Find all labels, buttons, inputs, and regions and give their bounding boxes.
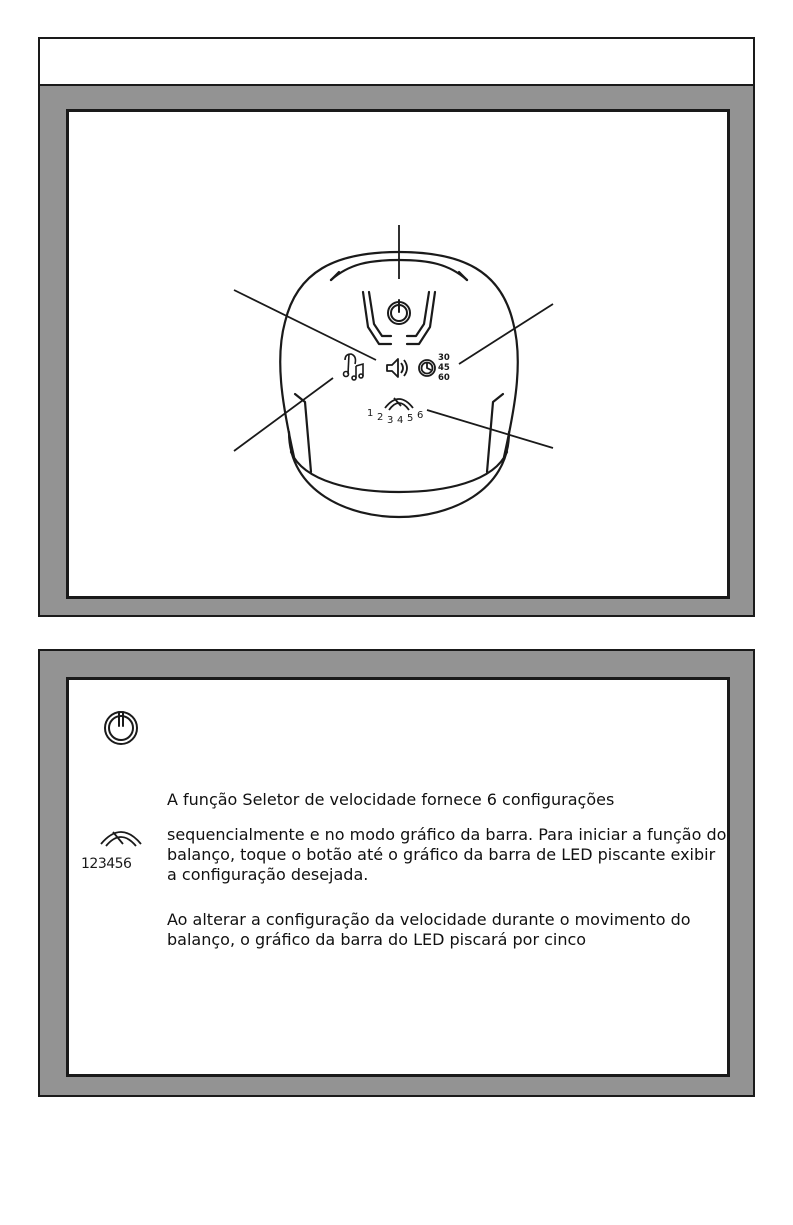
speed-number-3: 3 [387, 415, 394, 426]
speed-selector-icon [81, 822, 161, 874]
callout-line-music [234, 378, 333, 451]
speed-number-4: 4 [397, 415, 404, 426]
speed-selector-icon [385, 398, 413, 410]
power-icon-box [101, 706, 141, 750]
diagram-frame [66, 109, 730, 599]
speed-selector-numbers: 123456 [81, 856, 132, 872]
timer-icon [419, 360, 435, 376]
timer-values [438, 353, 450, 383]
intro-paragraph: A função Seletor de velocidade fornece 6 configurações [167, 790, 615, 809]
speaker-icon [387, 359, 407, 377]
speed-number-5: 5 [407, 413, 414, 424]
control-unit-diagram [69, 112, 727, 596]
callout-line-sound [234, 290, 376, 360]
music-note-icon [344, 354, 364, 380]
speed-selector-icon-box [81, 822, 161, 878]
unit-side-left [295, 394, 311, 472]
callout-line-timer [459, 304, 553, 364]
body-paragraph: sequencialmente e no modo gráfico da barra. Para iniciar a função do balanço, toque o botão até o gráfico da barra de LED piscante exibir a configuração desejada. [167, 825, 727, 884]
timer-value-30: 30 [438, 353, 450, 363]
power-icon [101, 706, 141, 746]
diagram-title-bar [40, 39, 753, 86]
diagram-panel [38, 37, 755, 617]
description-panel [38, 649, 755, 1097]
timer-value-45: 45 [438, 363, 450, 373]
speed-number-6: 6 [417, 410, 424, 421]
speed-number-1: 1 [367, 408, 374, 419]
unit-base [289, 432, 509, 517]
description-frame [66, 677, 730, 1077]
note-paragraph: Ao alterar a configuração da velocidade durante o movimento do balanço, o gráfico da barra do LED piscará por cinco [167, 910, 691, 949]
speed-body-text [167, 825, 727, 885]
speed-intro-text [167, 790, 727, 810]
speed-numbers [367, 408, 423, 426]
speed-note-text [167, 910, 727, 950]
speed-number-2: 2 [377, 412, 384, 423]
timer-value-60: 60 [438, 373, 450, 383]
unit-base-inner [291, 452, 507, 492]
power-icon [388, 300, 410, 324]
